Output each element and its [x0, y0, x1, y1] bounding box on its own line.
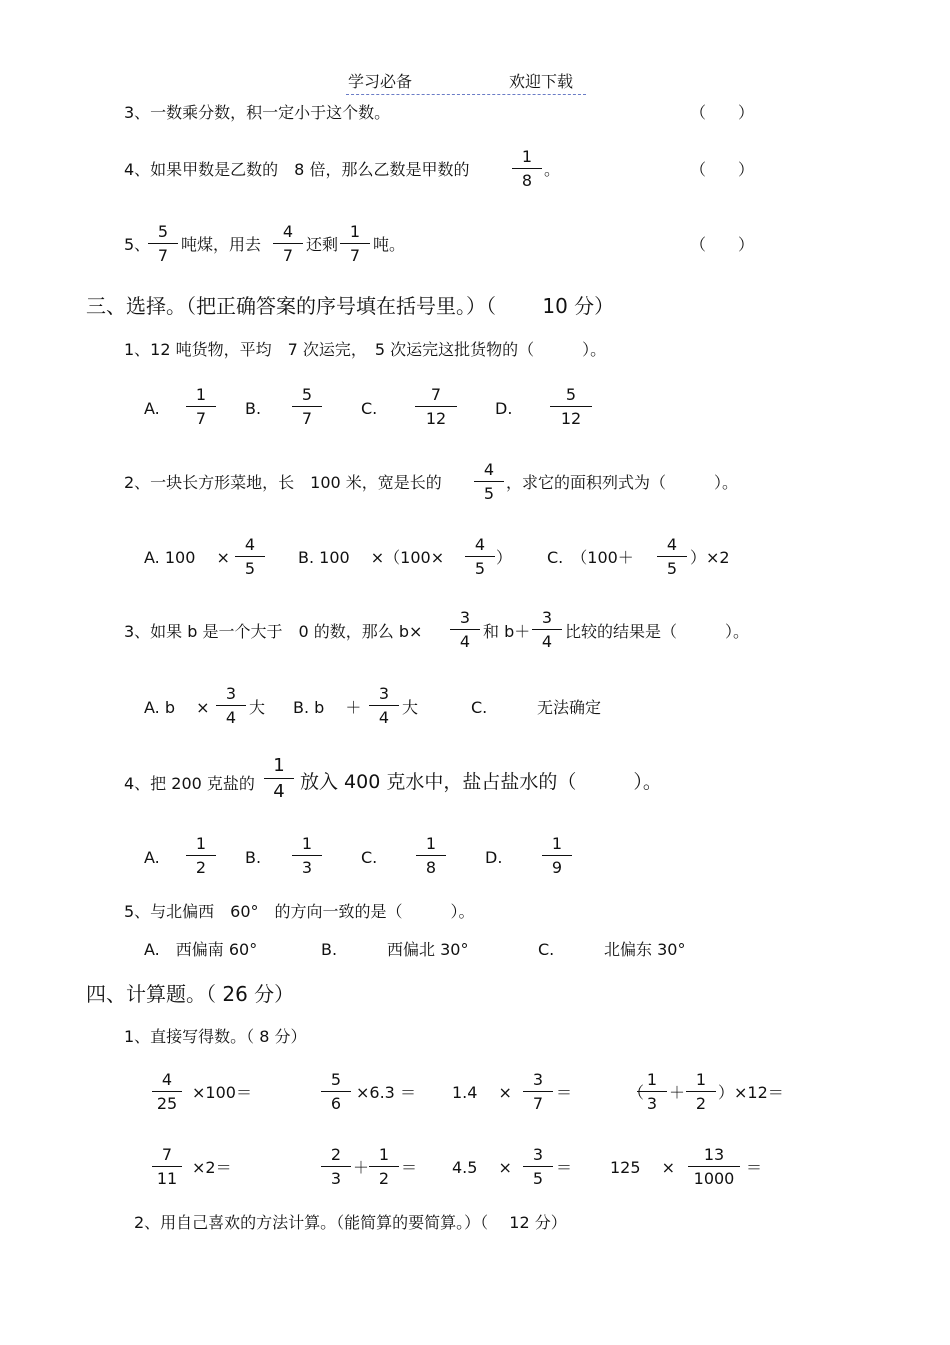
judge-q4-end: 。 — [544, 160, 561, 179]
choice-q3-optB-end: 大 — [402, 698, 419, 717]
judge-q5-end: 吨。 — [373, 235, 406, 254]
choice-q4-optC-fraction: 1 8 — [416, 835, 446, 877]
choice-q4-optC-label: C. — [361, 848, 378, 867]
choice-q2-optC-end: ）×2 — [690, 548, 730, 567]
calc-r2-e4-pre: 125 × — [610, 1158, 676, 1177]
header-left: 学习必备 — [348, 72, 413, 91]
choice-q1-optA-fraction: 1 7 — [186, 386, 216, 428]
judge-q5-frac3: 1 7 — [340, 223, 370, 265]
choice-q3: 3、如果 b 是一个大于 0 的数，那么 b× — [124, 622, 423, 641]
calc-r2-e2-frac1: 2 3 — [321, 1146, 351, 1188]
calc-r1-e4-frac2: 1 2 — [686, 1071, 716, 1113]
calc-r1-e2-fraction: 5 6 — [321, 1071, 351, 1113]
choice-q2-optA: A. 100 × — [144, 548, 230, 567]
choice-q2-optB-fraction: 4 5 — [465, 536, 495, 578]
calc-r1-e4-post: ）×12＝ — [718, 1083, 784, 1102]
section4-title: 四、计算题。（ 26 分） — [86, 982, 295, 1006]
calc-r1-e4-pre: （ — [628, 1083, 645, 1102]
choice-q3-optA: A. b × — [144, 698, 210, 717]
calc-r2-e1: ×2＝ — [192, 1158, 232, 1177]
choice-q2-end: ，求它的面积列式为（ ）。 — [506, 473, 739, 492]
choice-q3-mid: 和 b＋ — [483, 622, 531, 641]
choice-q4-end: 放入 400 克水中，盐占盐水的（ ）。 — [300, 771, 662, 793]
choice-q4-optD-label: D. — [485, 848, 503, 867]
calc-r2-e4-fraction: 13 1000 — [688, 1146, 740, 1188]
choice-q3-frac1: 3 4 — [450, 609, 480, 651]
choice-q1-optB-fraction: 5 7 — [292, 386, 322, 428]
calc-r2-e3-fraction: 3 5 — [523, 1146, 553, 1188]
choice-q3-end: 比较的结果是（ ）。 — [565, 622, 750, 641]
choice-q4-fraction: 1 4 — [264, 756, 294, 802]
judge-q5-frac1: 5 7 — [148, 223, 178, 265]
calc-r1-e3-post: ＝ — [556, 1083, 573, 1102]
calc-r2-e2-post: ＝ — [401, 1158, 418, 1177]
choice-q3-optB: B. b ＋ — [293, 698, 362, 717]
choice-q4: 4、把 200 克盐的 — [124, 774, 255, 793]
judge-q5-frac2: 4 7 — [273, 223, 303, 265]
choice-q4-optD-fraction: 1 9 — [542, 835, 572, 877]
choice-q2-fraction: 4 5 — [474, 461, 504, 503]
calc-r1-e4-frac1: 1 3 — [637, 1071, 667, 1113]
judge-q4-blank: （ ） — [690, 160, 755, 179]
calc-r2-e3-post: ＝ — [556, 1158, 573, 1177]
judge-q5-mid2: 还剩 — [306, 235, 339, 254]
choice-q4-optB-label: B. — [245, 848, 262, 867]
section3-title: 三、选择。（把正确答案的序号填在括号里。）（ 10 分） — [86, 294, 615, 318]
header-right: 欢迎下载 — [509, 72, 574, 91]
choice-q5-optC: C. — [538, 940, 555, 959]
choice-q3-optA-end: 大 — [249, 698, 266, 717]
choice-q1-optC-label: C. — [361, 399, 378, 418]
choice-q1: 1、12 吨货物，平均 7 次运完， 5 次运完这批货物的（ ）。 — [124, 340, 607, 359]
judge-q4-fraction: 1 8 — [512, 148, 542, 190]
choice-q2-optC: C. （100＋ — [547, 548, 634, 567]
choice-q5-optB: B. — [321, 940, 338, 959]
calc-r1-e2: ×6.3 ＝ — [356, 1083, 416, 1102]
judge-q3: 3、一数乘分数，积一定小于这个数。 — [124, 103, 391, 122]
choice-q3-optA-fraction: 3 4 — [216, 685, 246, 727]
calc-r2-e1-fraction: 7 11 — [152, 1146, 182, 1188]
section4-sub1: 1、直接写得数。（ 8 分） — [124, 1027, 307, 1046]
choice-q4-optA-label: A. — [144, 848, 160, 867]
calc-r1-e3-fraction: 3 7 — [523, 1071, 553, 1113]
calc-r1-e1-fraction: 4 25 — [152, 1071, 182, 1113]
choice-q5-optA: A. 西偏南 60° — [144, 940, 258, 959]
choice-q1-optA-label: A. — [144, 399, 160, 418]
choice-q2-optB-end: ） — [496, 548, 513, 567]
calc-r2-e4-post: ＝ — [746, 1158, 763, 1177]
choice-q5-optB-text: 西偏北 30° — [387, 940, 469, 959]
choice-q4-optB-fraction: 1 3 — [292, 835, 322, 877]
choice-q2-optA-fraction: 4 5 — [235, 536, 265, 578]
choice-q2: 2、一块长方形菜地，长 100 米，宽是长的 — [124, 473, 442, 492]
choice-q3-frac2: 3 4 — [532, 609, 562, 651]
choice-q2-optC-fraction: 4 5 — [657, 536, 687, 578]
choice-q3-optC: C. — [471, 698, 488, 717]
choice-q1-optB-label: B. — [245, 399, 262, 418]
choice-q3-optC-text: 无法确定 — [537, 698, 602, 717]
choice-q3-optB-fraction: 3 4 — [369, 685, 399, 727]
choice-q4-optA-fraction: 1 2 — [186, 835, 216, 877]
judge-q5-num: 5、 — [124, 235, 151, 254]
judge-q3-blank: （ ） — [690, 103, 755, 122]
choice-q5: 5、与北偏西 60° 的方向一致的是（ ）。 — [124, 902, 475, 921]
calc-r2-e2-mid: ＋ — [353, 1158, 370, 1177]
judge-q4: 4、如果甲数是乙数的 8 倍，那么乙数是甲数的 — [124, 160, 470, 179]
section4-sub2: 2、用自己喜欢的方法计算。（能简算的要简算。）（ 12 分） — [134, 1213, 567, 1232]
calc-r2-e2-frac2: 1 2 — [369, 1146, 399, 1188]
calc-r1-e3-pre: 1.4 × — [452, 1083, 512, 1102]
calc-r1-e4-mid: ＋ — [669, 1083, 686, 1102]
choice-q1-optC-fraction: 7 12 — [415, 386, 457, 428]
judge-q5-mid1: 吨煤，用去 — [181, 235, 262, 254]
calc-r2-e3-pre: 4.5 × — [452, 1158, 512, 1177]
choice-q5-optC-text: 北偏东 30° — [604, 940, 686, 959]
choice-q1-optD-fraction: 5 12 — [550, 386, 592, 428]
judge-q5-blank: （ ） — [690, 235, 755, 254]
calc-r1-e1: ×100＝ — [192, 1083, 252, 1102]
choice-q1-optD-label: D. — [495, 399, 513, 418]
choice-q2-optB: B. 100 ×（100× — [298, 548, 445, 567]
